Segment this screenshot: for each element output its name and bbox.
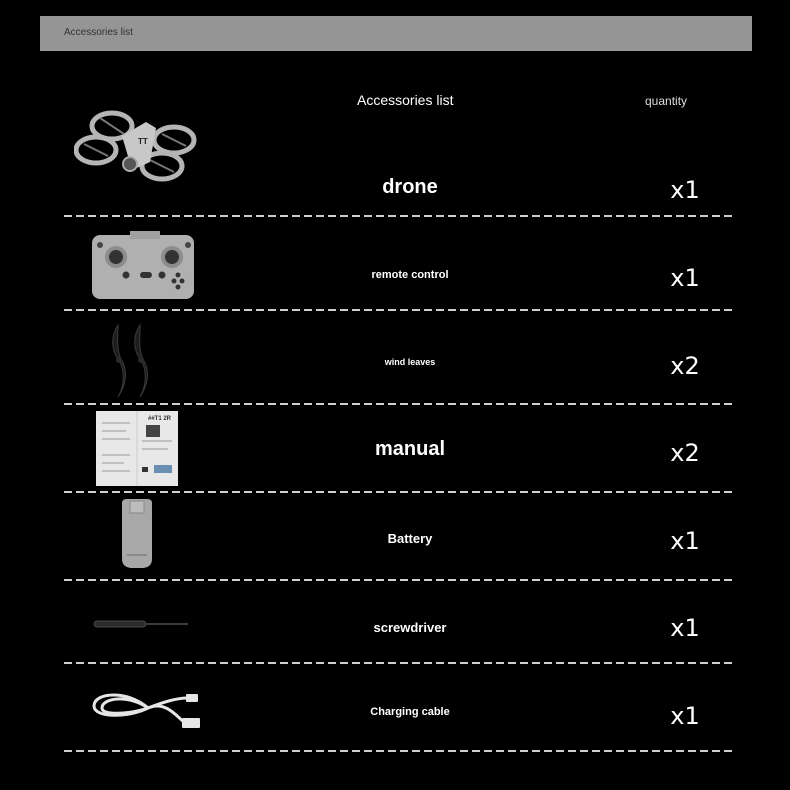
row-name-screwdriver: screwdriver <box>373 620 447 635</box>
row-divider <box>64 491 734 493</box>
row-name-remote-control: remote control <box>371 269 449 281</box>
row-qty-charging-cable: x1 <box>670 702 700 730</box>
row-qty-manual: x2 <box>670 439 700 467</box>
svg-text:##T1 2R: ##T1 2R <box>148 416 172 422</box>
row-name-wind-leaves: wind leaves <box>384 357 436 367</box>
row-name-manual: manual <box>374 438 446 460</box>
row-divider <box>64 750 734 752</box>
row-qty-screwdriver: x1 <box>670 614 700 642</box>
charging-cable-icon <box>88 688 204 732</box>
row-name-charging-cable: Charging cable <box>370 706 450 718</box>
row-qty-drone: x1 <box>670 176 700 204</box>
screwdriver-icon <box>92 619 190 629</box>
row-qty-wind-leaves: x2 <box>670 352 700 380</box>
title-bar-label: Accessories list <box>64 27 133 38</box>
row-name-drone: drone <box>382 176 438 198</box>
manual-icon <box>96 411 178 486</box>
drone-icon <box>74 108 202 190</box>
row-qty-battery: x1 <box>670 527 700 555</box>
title-bar <box>40 16 752 51</box>
propeller-icon <box>106 323 154 399</box>
battery-icon <box>119 499 155 569</box>
column-header-quantity: quantity <box>645 94 688 108</box>
row-divider <box>64 579 734 581</box>
remote-control-icon <box>90 231 196 301</box>
row-divider <box>64 215 734 217</box>
row-divider <box>64 662 734 664</box>
row-divider <box>64 403 734 405</box>
column-header-item: Accessories list <box>357 92 454 108</box>
row-name-battery: Battery <box>387 531 433 546</box>
svg-text:TT: TT <box>138 137 148 146</box>
row-divider <box>64 309 734 311</box>
row-qty-remote-control: x1 <box>670 264 700 292</box>
